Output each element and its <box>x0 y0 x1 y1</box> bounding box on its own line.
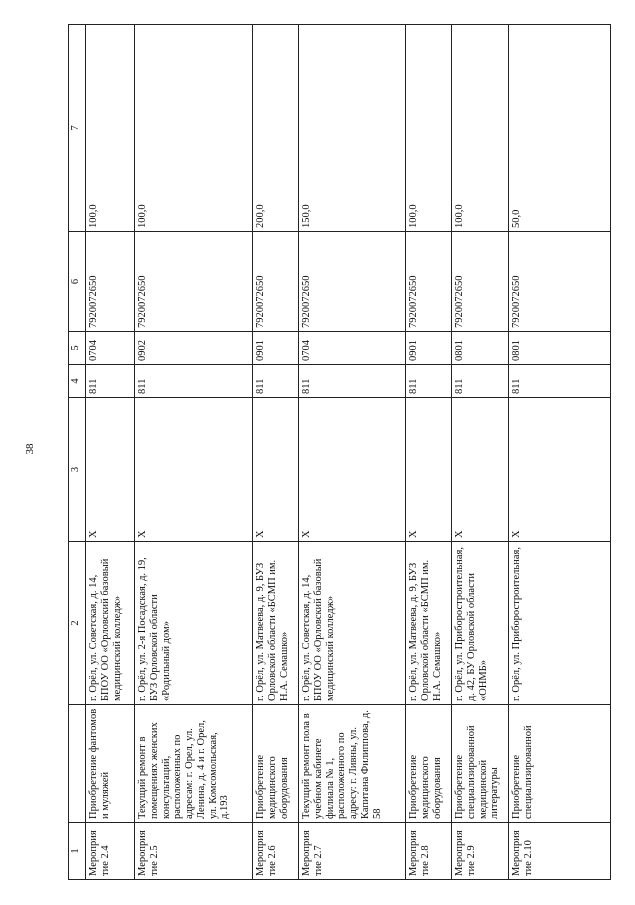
table-row <box>135 25 253 880</box>
mark-cell: X <box>509 398 611 542</box>
mark-cell: X <box>406 398 452 542</box>
header-cell: 3 <box>69 398 86 542</box>
header-row <box>69 25 86 880</box>
code-cell: 0902 <box>135 332 253 365</box>
page-number: 38 <box>24 443 36 455</box>
table-row <box>406 25 452 880</box>
mark-cell: X <box>452 398 509 542</box>
amount-cell: 100,0 <box>86 25 135 232</box>
code-cell: 7920072650 <box>299 232 406 332</box>
name-cell: Приобретение фантомов и муляжей <box>86 705 135 823</box>
address-cell: г. Орёл, ул. Приборостроительная, <box>509 542 611 705</box>
code-cell: 7920072650 <box>135 232 253 332</box>
amount-cell: 200,0 <box>253 25 299 232</box>
code-cell: 0801 <box>452 332 509 365</box>
code-cell: 811 <box>452 365 509 398</box>
address-cell: г. Орёл, ул. Приборостроительная, д. 42, БУ Орловской области «ОНМБ» <box>452 542 509 705</box>
code-cell: 811 <box>299 365 406 398</box>
code-cell: 811 <box>253 365 299 398</box>
table-row <box>253 25 299 880</box>
event-cell: Мероприятие 2.6 <box>253 823 299 880</box>
code-cell: 811 <box>406 365 452 398</box>
mark-cell: X <box>86 398 135 542</box>
header-cell: 2 <box>69 542 86 705</box>
code-cell: 0704 <box>86 332 135 365</box>
code-cell: 0901 <box>253 332 299 365</box>
name-cell: Текущий ремонт в помещениях женских консультаций, расположенных по адресам: г. Орел, ул. Ленина, д. 4 и г. Орел, ул. Комсомольская, д.193 <box>135 705 253 823</box>
header-cell: 5 <box>69 332 86 365</box>
table-row <box>86 25 135 880</box>
table-row <box>299 25 406 880</box>
name-cell: Приобретение специализированной <box>509 705 611 823</box>
code-cell: 811 <box>135 365 253 398</box>
table-row <box>452 25 509 880</box>
code-cell: 7920072650 <box>452 232 509 332</box>
amount-cell: 100,0 <box>452 25 509 232</box>
amount-cell: 100,0 <box>135 25 253 232</box>
table-row <box>509 25 611 880</box>
code-cell: 7920072650 <box>509 232 611 332</box>
budget-table <box>68 24 611 880</box>
event-cell: Мероприятие 2.10 <box>509 823 611 880</box>
code-cell: 7920072650 <box>253 232 299 332</box>
name-cell: Приобретение медицинского оборудования <box>253 705 299 823</box>
mark-cell: X <box>135 398 253 542</box>
address-cell: г. Орёл, ул. 2-я Посадская, д. 19, БУЗ Орловской области «Родильный дом» <box>135 542 253 705</box>
event-cell: Мероприятие 2.8 <box>406 823 452 880</box>
mark-cell: X <box>253 398 299 542</box>
name-cell: Приобретение медицинского оборудования <box>406 705 452 823</box>
code-cell: 811 <box>509 365 611 398</box>
event-cell: Мероприятие 2.4 <box>86 823 135 880</box>
event-cell: Мероприятие 2.9 <box>452 823 509 880</box>
event-cell: Мероприятие 2.5 <box>135 823 253 880</box>
address-cell: г. Орёл, ул. Матвеева, д. 9, БУЗ Орловской области «БСМП им. Н.А. Семашко» <box>406 542 452 705</box>
code-cell: 0704 <box>299 332 406 365</box>
mark-cell: X <box>299 398 406 542</box>
table-frame <box>68 25 608 880</box>
header-cell: 4 <box>69 365 86 398</box>
address-cell: г. Орёл, ул. Матвеева, д. 9, БУЗ Орловской области «БСМП им. Н.А. Семашко» <box>253 542 299 705</box>
header-cell: 7 <box>69 25 86 232</box>
name-cell: Приобретение специализированной медицинской литературы <box>452 705 509 823</box>
header-cell: 1 <box>69 823 86 880</box>
address-cell: г. Орёл, ул. Советская, д. 14, БПОУ ОО «Орловский базовый медицинский колледж» <box>299 542 406 705</box>
address-cell: г. Орёл, ул. Советская, д. 14, БПОУ ОО «Орловский базовый медицинский колледж» <box>86 542 135 705</box>
header-cell: 6 <box>69 232 86 332</box>
code-cell: 811 <box>86 365 135 398</box>
code-cell: 0901 <box>406 332 452 365</box>
code-cell: 0801 <box>509 332 611 365</box>
name-cell: Текущий ремонт пола в учебном кабинете филиала № 1, расположенного по адресу: г. Ливны, ул. Капитана Филиппова, д. 58 <box>299 705 406 823</box>
code-cell: 7920072650 <box>406 232 452 332</box>
amount-cell: 50,0 <box>509 25 611 232</box>
header-cell <box>69 705 86 823</box>
amount-cell: 150,0 <box>299 25 406 232</box>
rotated-table-area <box>68 25 608 880</box>
event-cell: Мероприятие 2.7 <box>299 823 406 880</box>
code-cell: 7920072650 <box>86 232 135 332</box>
amount-cell: 100,0 <box>406 25 452 232</box>
